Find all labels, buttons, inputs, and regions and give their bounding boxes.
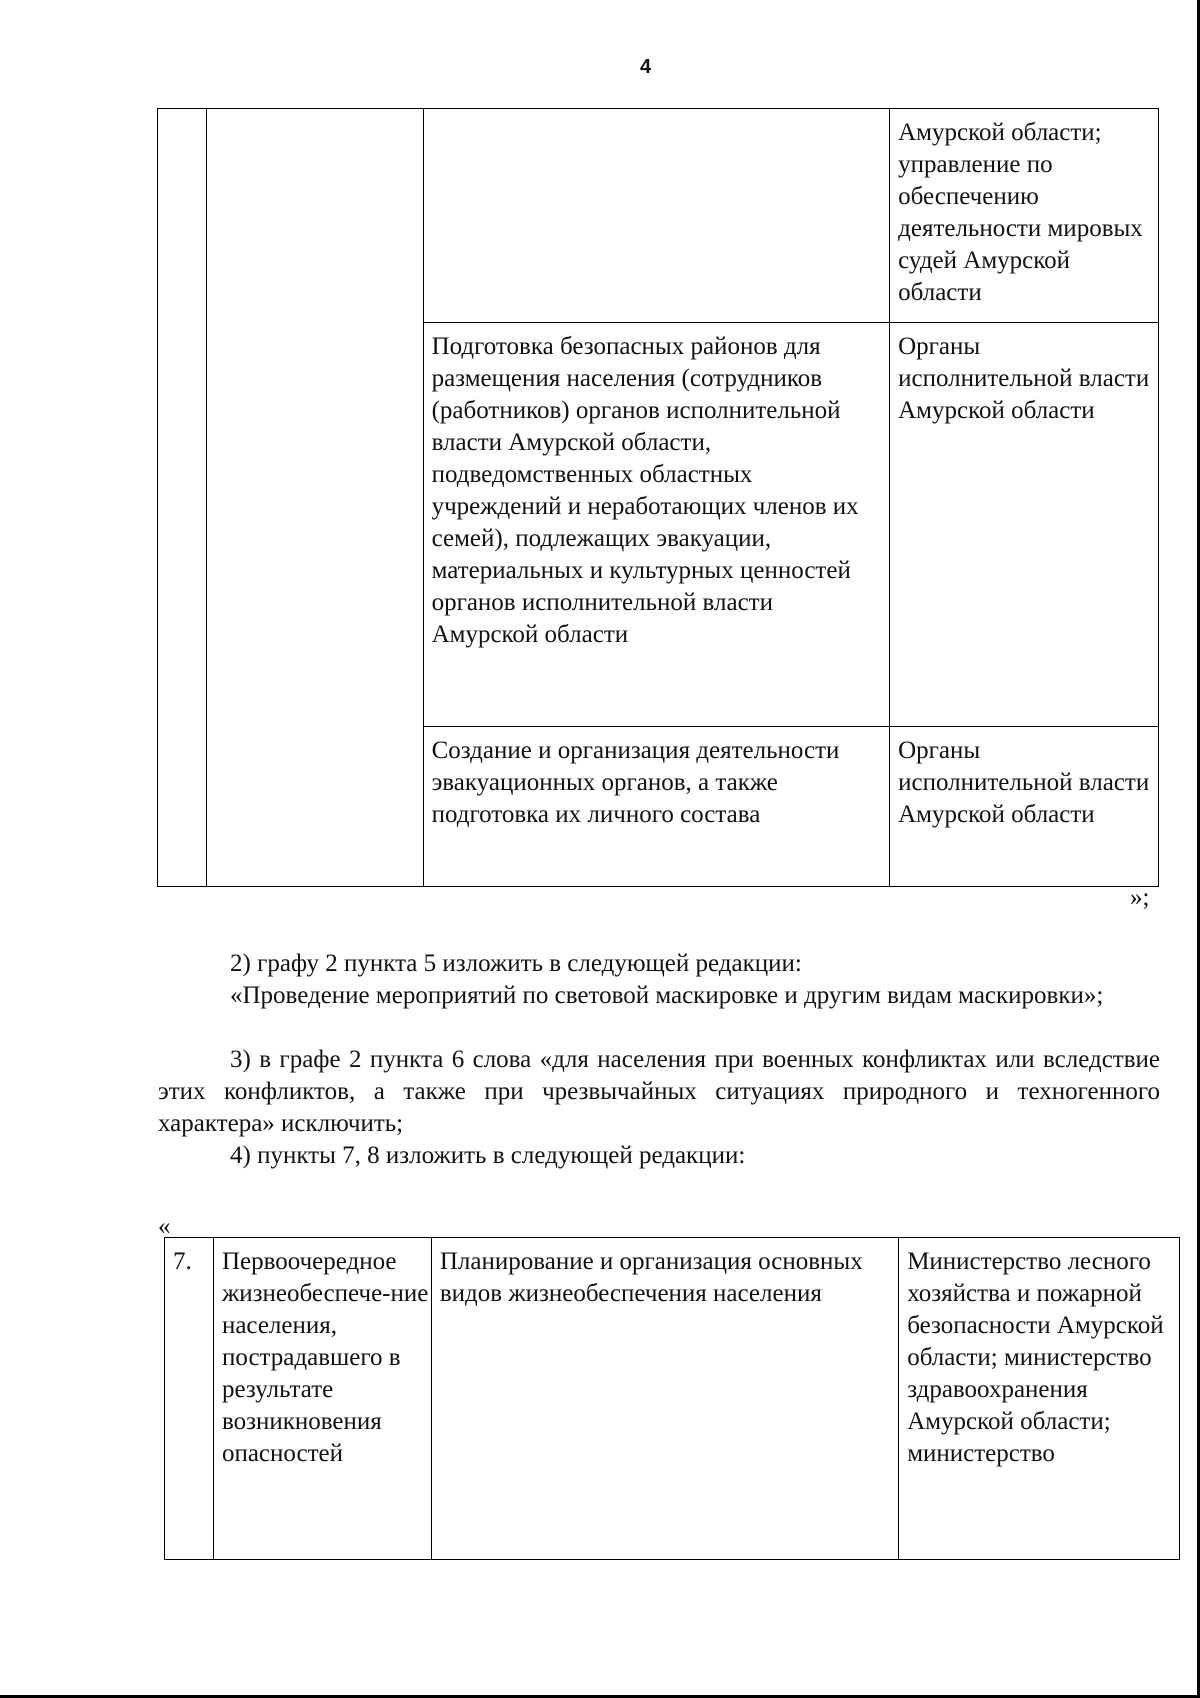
table-cell-col2 bbox=[206, 109, 423, 887]
table-cell-col4: Министерство лесного хозяйства и пожарной безопасности Амурской области; министерство здравоохранения Амурской области; министерство bbox=[899, 1238, 1180, 1560]
table-cell-col4: Органы исполнительной власти Амурской области bbox=[890, 323, 1159, 727]
paragraph-amend-2: 2) графу 2 пункта 5 изложить в следующей редакции: bbox=[230, 950, 802, 977]
table-row bbox=[158, 109, 1159, 323]
table-cell-num bbox=[158, 109, 207, 887]
table-cell-col3: Подготовка безопасных районов для размещения населения (сотрудников (работников) органов исполнительной власти Амурской области, подведомственных областных учреждений и неработающих членов их семей), подлежащих эвакуации, материальных и культурных ценностей органов исполнительной власти Амурской области bbox=[423, 323, 890, 727]
table-cell-num: 7. bbox=[165, 1238, 214, 1560]
table-row bbox=[165, 1238, 1180, 1560]
page-number: 4 bbox=[640, 56, 652, 78]
table-cell-col4: Органы исполнительной власти Амурской области bbox=[890, 727, 1159, 887]
continuation-table bbox=[157, 108, 1159, 887]
table-cell-col2: Первоочередное жизнеобеспече-ние населения, пострадавшего в результате возникновения опасностей bbox=[213, 1238, 431, 1560]
table-cell-col3: Создание и организация деятельности эвакуационных органов, а также подготовка их личного состава bbox=[423, 727, 890, 887]
table-cell-col4: Амурской области; управление по обеспечению деятельности мировых судей Амурской области bbox=[890, 109, 1159, 323]
paragraph-amend-3: 3) в графе 2 пункта 6 слова «для населения при военных конфликтах или вследствие этих конфликтов, а также при чрезвычайных ситуациях природного и техногенного характера» исключить; bbox=[158, 1046, 1160, 1137]
opening-quote: « bbox=[158, 1213, 171, 1240]
closing-quote: »; bbox=[1130, 884, 1150, 911]
table-cell-col3 bbox=[423, 109, 890, 323]
paragraph-amend-4: 4) пункты 7, 8 изложить в следующей редакции: bbox=[230, 1142, 746, 1169]
paragraph-amend-2-text: «Проведение мероприятий по световой маскировке и другим видам маскировки»; bbox=[230, 982, 1104, 1009]
amended-items-table bbox=[164, 1237, 1180, 1560]
table-cell-col3: Планирование и организация основных видов жизнеобеспечения населения bbox=[431, 1238, 898, 1560]
